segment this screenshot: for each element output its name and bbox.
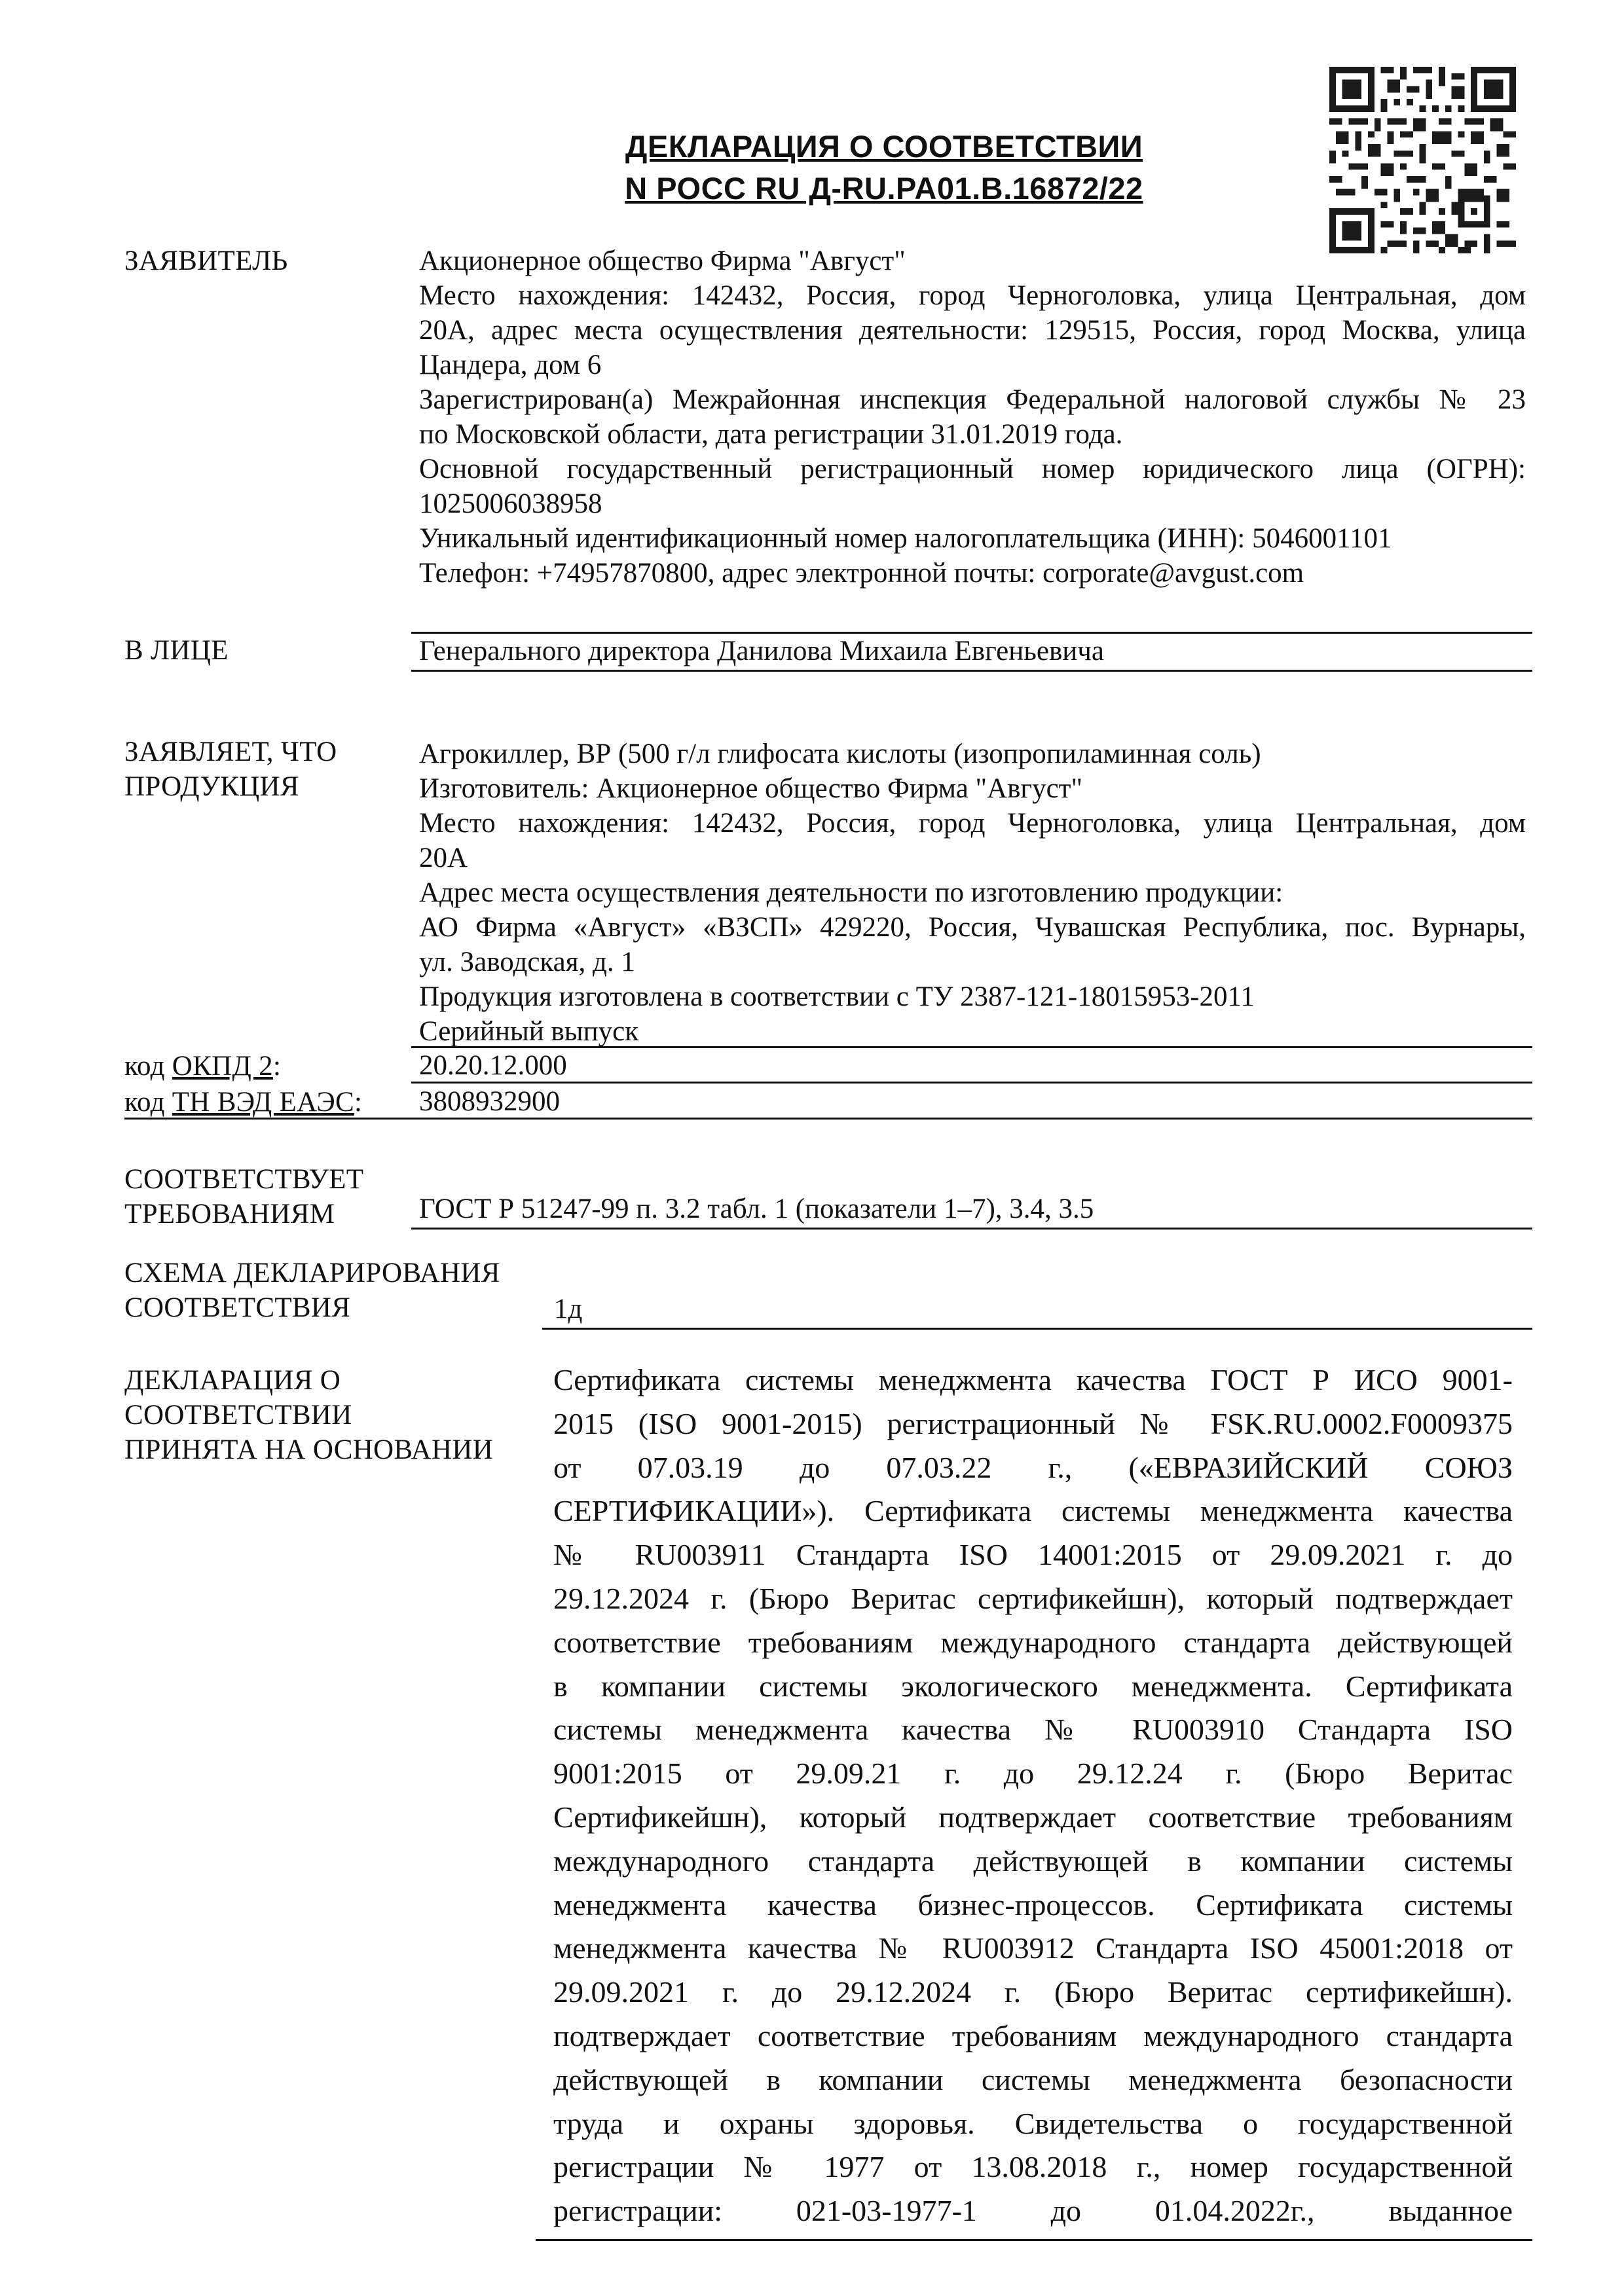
basis-line: международного стандарта действующей в компании системы [553, 1844, 1513, 1878]
basis-line: менеджмента качества бизнес-процессов. Сертификата системы [553, 1887, 1513, 1922]
basis-line: СЕРТИФИКАЦИИ»). Сертификата системы менеджмента качества [553, 1494, 1513, 1528]
basis-line: 2015 (ISO 9001-2015) регистрационный № FSK.RU.0002.F0009375 [553, 1406, 1513, 1440]
okpd-value: 20.20.12.000 [411, 1049, 1532, 1084]
basis-line: Сертификата системы менеджмента качества ГОСТ Р ИСО 9001- [553, 1363, 1513, 1396]
product-line: ул. Заводская, д. 1 [419, 947, 635, 977]
document-title [570, 126, 1198, 210]
applicant-line: 20А, адрес места осуществления деятельности: 129515, Россия, город Москва, улица [419, 315, 1526, 346]
product-line: Серийный выпуск [419, 1016, 639, 1047]
applicant-line: Зарегистрирован(а) Межрайонная инспекция Федеральной налоговой службы № 23 [419, 384, 1526, 415]
product-line: Агрокиллер, ВР (500 г/л глифосата кислоты (изопропиламинная соль) [419, 738, 1261, 769]
product-label-line-1: ЗАЯВЛЯЕТ, ЧТО [124, 737, 337, 767]
tnved-value: 3808932900 [411, 1085, 1532, 1120]
basis-line: регистрации: 021-03-1977-1 до 01.04.2022г., выданное [553, 2194, 1513, 2228]
applicant-line: Цандера, дом 6 [419, 350, 602, 380]
scheme-label-line-1: СХЕМА ДЕКЛАРИРОВАНИЯ [124, 1258, 500, 1288]
requirements-value: ГОСТ Р 51247-99 п. 3.2 табл. 1 (показатели 1–7), 3.4, 3.5 [411, 1193, 1532, 1230]
basis-line: подтверждает соответствие требованиям международного стандарта [553, 2018, 1513, 2052]
tnved-link[interactable]: ТН ВЭД ЕАЭС [172, 1087, 355, 1118]
applicant-line: Место нахождения: 142432, Россия, город Черноголовка, улица Центральная, дом [419, 280, 1526, 311]
product-details [419, 737, 1526, 1049]
basis-text [553, 1358, 1513, 2233]
applicant-details [419, 244, 1526, 591]
title-line-2: N РОСС RU Д-RU.PA01.B.16872/22 [625, 171, 1143, 206]
basis-line: в компании системы экологического менеджмента. Сертификата [553, 1669, 1513, 1703]
basis-line: от 07.03.19 до 07.03.22 г., («ЕВРАЗИЙСКИЙ СОЮЗ [553, 1450, 1513, 1484]
applicant-line: Основной государственный регистрационный номер юридического лица (ОГРН): [419, 454, 1526, 484]
basis-line: действующей в компании системы менеджмента безопасности [553, 2062, 1513, 2096]
okpd-prefix: код [124, 1051, 172, 1082]
tnved-prefix: код [124, 1087, 172, 1118]
tnved-suffix: : [354, 1087, 363, 1118]
basis-line: труда и охраны здоровья. Свидетельства о государственной [553, 2106, 1513, 2140]
product-line: Адрес места осуществления деятельности по изготовлению продукции: [419, 877, 1283, 908]
product-line: АО Фирма «Август» «ВЗСП» 429220, Россия, Чувашская Республика, пос. Вурнары, [419, 912, 1526, 943]
represented-label: В ЛИЦЕ [124, 635, 229, 666]
product-label-line-2: ПРОДУКЦИЯ [124, 771, 299, 802]
divider [124, 1118, 413, 1120]
scheme-value: 1д [542, 1293, 1532, 1330]
product-label [124, 735, 337, 804]
okpd-link[interactable]: ОКПД 2 [172, 1051, 273, 1082]
basis-label-line-1: ДЕКЛАРАЦИЯ О [124, 1365, 341, 1396]
basis-line: регистрации № 1977 от 13.08.2018 г., номер государственной [553, 2150, 1513, 2184]
requirements-label-line-1: СООТВЕТСТВУЕТ [124, 1164, 364, 1195]
applicant-line: Уникальный идентификационный номер налогоплательщика (ИНН): 5046001101 [419, 523, 1392, 554]
product-line: Продукция изготовлена в соответствии с ТУ 2387-121-18015953-2011 [419, 981, 1255, 1012]
basis-label-line-2: СООТВЕТСТВИИ [124, 1400, 352, 1430]
applicant-line: Акционерное общество Фирма "Август" [419, 246, 906, 276]
scheme-label [124, 1256, 500, 1325]
product-line: 20А [419, 843, 468, 873]
qr-code-icon [1329, 67, 1516, 253]
divider [411, 632, 1532, 634]
title-line-1: ДЕКЛАРАЦИЯ О СООТВЕТСТВИИ [625, 129, 1143, 164]
basis-line: 29.09.2021 г. до 29.12.2024 г. (Бюро Веритас сертификейшн). [553, 1975, 1513, 2009]
basis-line: 9001:2015 от 29.09.21 г. до 29.12.24 г. (Бюро Веритас [553, 1757, 1513, 1791]
applicant-line: по Московской области, дата регистрации 31.01.2019 года. [419, 419, 1123, 450]
product-line: Изготовитель: Акционерное общество Фирма "Август" [419, 773, 1082, 804]
basis-line: соответствие требованиям международного стандарта действующей [553, 1625, 1513, 1659]
basis-label [124, 1363, 493, 1467]
requirements-label-line-2: ТРЕБОВАНИЯМ [124, 1199, 335, 1230]
applicant-line: 1025006038958 [419, 488, 602, 519]
tnved-label [124, 1085, 362, 1120]
basis-line: менеджмента качества № RU003912 Стандарта ISO 45001:2018 от [553, 1931, 1513, 1965]
divider [411, 1046, 1532, 1048]
basis-line: № RU003911 Стандарта ISO 14001:2015 от 29.09.2021 г. до [553, 1538, 1513, 1572]
okpd-label [124, 1049, 281, 1084]
basis-label-line-3: ПРИНЯТА НА ОСНОВАНИИ [124, 1434, 494, 1465]
product-line: Место нахождения: 142432, Россия, город Черноголовка, улица Центральная, дом [419, 808, 1526, 839]
requirements-label [124, 1162, 363, 1231]
basis-line: системы менеджмента качества № RU003910 Стандарта ISO [553, 1713, 1513, 1747]
applicant-label: ЗАЯВИТЕЛЬ [124, 246, 288, 276]
scheme-label-line-2: СООТВЕТСТВИЯ [124, 1292, 351, 1323]
okpd-suffix: : [272, 1051, 282, 1082]
basis-line: Сертификейшн), который подтверждает соответствие требованиям [553, 1800, 1513, 1834]
applicant-line: Телефон: +74957870800, адрес электронной почты: corporate@avgust.com [419, 558, 1304, 589]
represented-value: Генерального директора Данилова Михаила Евгеньевича [411, 635, 1532, 672]
basis-line: 29.12.2024 г. (Бюро Веритас сертификейшн), который подтверждает [553, 1581, 1513, 1615]
divider [536, 2239, 1532, 2241]
